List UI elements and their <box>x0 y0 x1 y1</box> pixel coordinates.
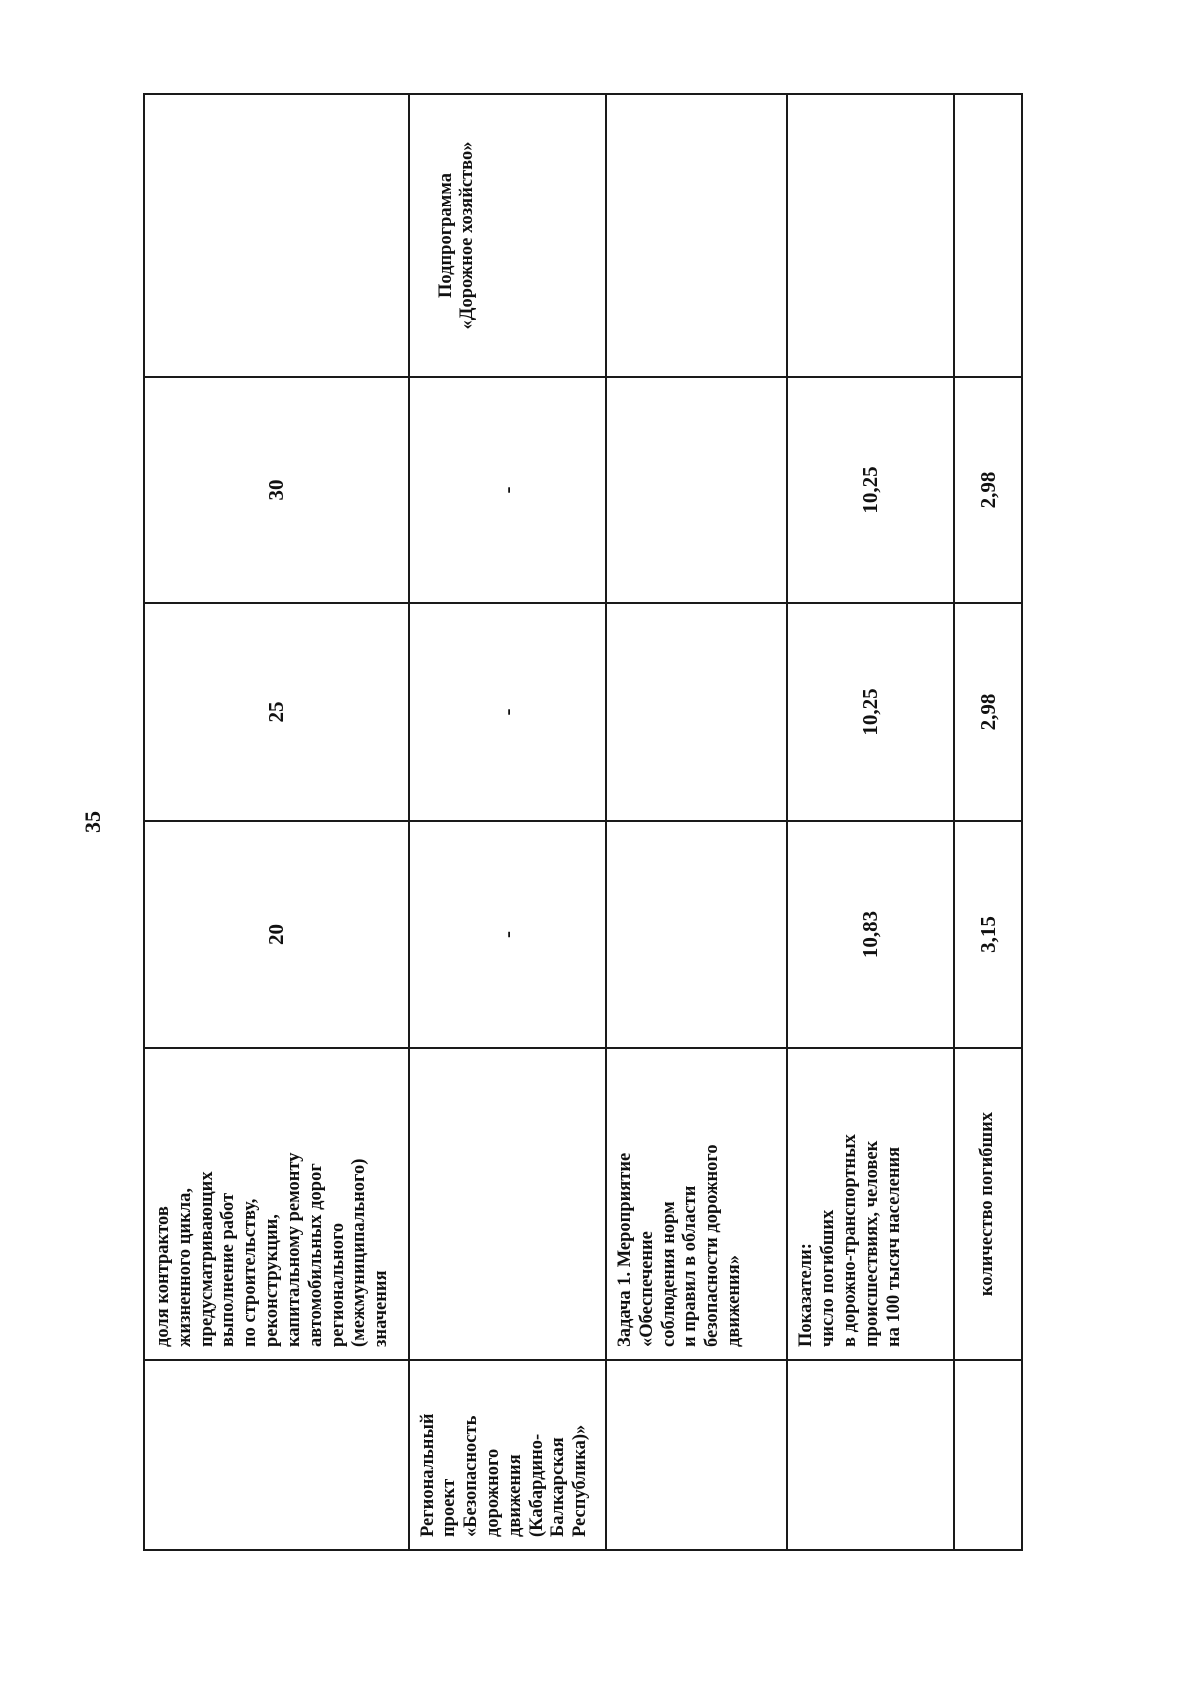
table-row <box>409 94 606 1550</box>
table-cell <box>954 94 1022 377</box>
indicator-name-cell: количество погибших <box>954 1048 1022 1360</box>
table-cell <box>787 1360 954 1550</box>
value-cell: - <box>409 821 606 1048</box>
subprogram-cell: Подпрограмма «Дорожное хозяйство» <box>409 94 606 377</box>
table-cell <box>144 1360 409 1550</box>
value-cell: 2,98 <box>954 603 1022 821</box>
table-row <box>954 94 1022 1550</box>
table-cell <box>606 377 787 603</box>
table-cell <box>954 1360 1022 1550</box>
page-number: 35 <box>80 811 105 833</box>
value-cell: 10,25 <box>787 377 954 603</box>
table-container <box>143 95 1023 1551</box>
indicator-name-cell: Показатели: число погибших в дорожно-транспортных происшествиях, человек на 100 тысяч населения <box>787 1048 954 1360</box>
table-cell <box>787 94 954 377</box>
indicators-table <box>143 93 1023 1551</box>
value-cell: 3,15 <box>954 821 1022 1048</box>
table-row <box>144 94 409 1550</box>
table-cell <box>409 1048 606 1360</box>
value-cell: 20 <box>144 821 409 1048</box>
value-cell: 10,83 <box>787 821 954 1048</box>
value-cell: 10,25 <box>787 603 954 821</box>
table-cell <box>606 821 787 1048</box>
project-name-cell: Региональный проект «Безопасность дорожного движения (Кабардино- Балкарская Республика)» <box>409 1360 606 1550</box>
value-cell: - <box>409 377 606 603</box>
value-cell: - <box>409 603 606 821</box>
table-row <box>606 94 787 1550</box>
value-cell: 2,98 <box>954 377 1022 603</box>
table-cell <box>606 94 787 377</box>
value-cell: 25 <box>144 603 409 821</box>
table-row <box>787 94 954 1550</box>
table-cell <box>606 603 787 821</box>
table-cell <box>606 1360 787 1550</box>
table-cell <box>144 94 409 377</box>
task-cell: Задача 1. Мероприятие «Обеспечение соблюдения норм и правил в области безопасности дорожного движения» <box>606 1048 787 1360</box>
indicator-name-cell: доля контрактов жизненного цикла, предусматривающих выполнение работ по строительству, реконструкции, капитальному ремонту автомобильных дорог регионального (межмуниципального) значения <box>144 1048 409 1360</box>
value-cell: 30 <box>144 377 409 603</box>
